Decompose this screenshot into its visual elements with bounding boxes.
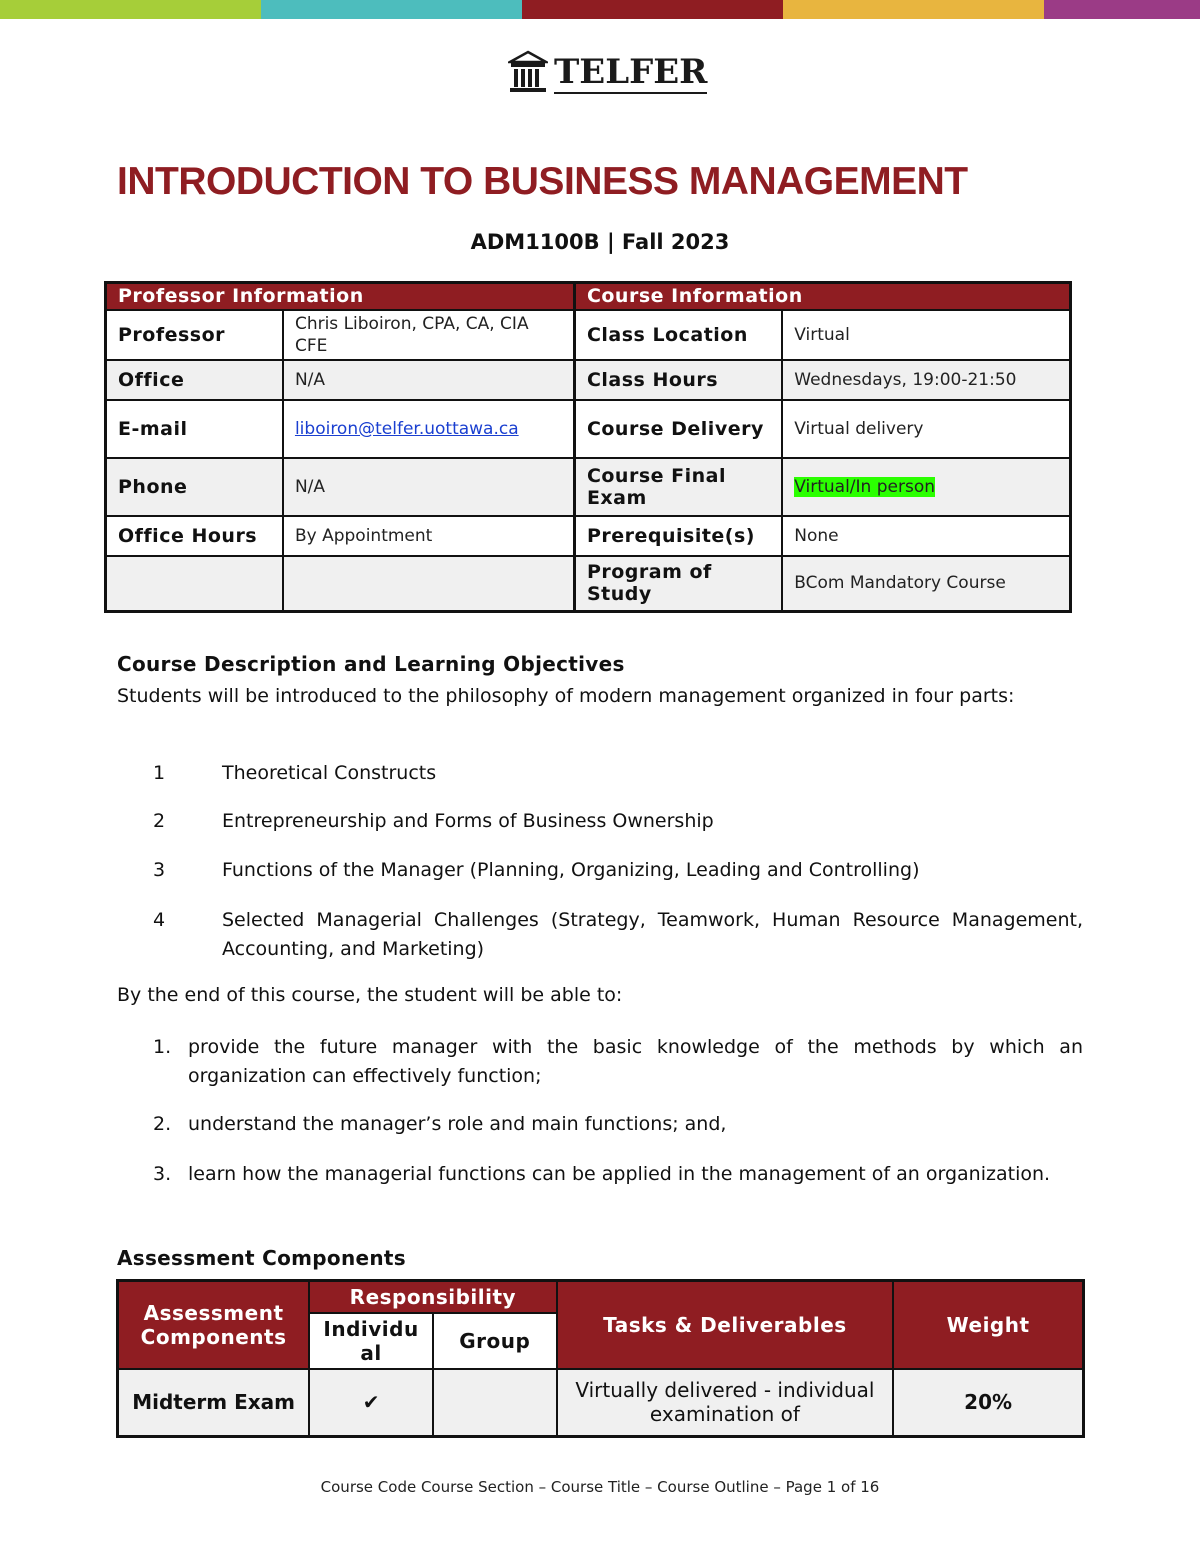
info-value: Wednesdays, 19:00-21:50 — [782, 360, 1070, 400]
group-header: Group — [433, 1313, 557, 1369]
assessment-components-header: Assessment Components — [118, 1281, 310, 1369]
page-title: INTRODUCTION TO BUSINESS MANAGEMENT — [117, 160, 968, 203]
info-label — [106, 556, 283, 612]
info-row — [106, 400, 1071, 458]
tasks-header: Tasks & Deliverables — [557, 1281, 894, 1369]
info-row — [106, 310, 1071, 360]
color-bar-segment — [783, 0, 1044, 19]
info-value: Chris Liboiron, CPA, CA, CIA CFE — [283, 310, 574, 360]
info-row — [106, 516, 1071, 556]
list-number: 1 — [153, 762, 166, 784]
table-row — [118, 1369, 1084, 1437]
list-number: 3 — [153, 859, 166, 881]
info-label: Course Final Exam — [574, 458, 782, 516]
info-value: Virtual delivery — [782, 400, 1070, 458]
outcome-item — [153, 1160, 1083, 1189]
outcome-number: 2. — [153, 1113, 172, 1135]
highlighted-value: Virtual/In person — [794, 476, 935, 497]
top-color-bar — [0, 0, 1200, 19]
assessment-header-row — [118, 1281, 1084, 1313]
list-text: Functions of the Manager (Planning, Organizing, Leading and Controlling) — [222, 859, 920, 881]
color-bar-segment — [0, 0, 261, 19]
weight-header: Weight — [893, 1281, 1083, 1369]
info-value: None — [782, 516, 1070, 556]
info-label: Professor — [106, 310, 283, 360]
list-number: 4 — [153, 909, 166, 931]
outcome-number: 3. — [153, 1163, 172, 1185]
info-label: Office Hours — [106, 516, 283, 556]
color-bar-segment — [1044, 0, 1200, 19]
telfer-logo — [508, 50, 707, 96]
assessment-component-cell: Midterm Exam — [118, 1369, 310, 1437]
info-value — [283, 400, 574, 458]
info-table-header — [106, 283, 1071, 310]
color-bar-segment — [261, 0, 522, 19]
assessment-heading: Assessment Components — [117, 1246, 406, 1270]
info-value: Virtual — [782, 310, 1070, 360]
info-row — [106, 458, 1071, 516]
outcome-number: 1. — [153, 1036, 172, 1058]
outcome-intro: By the end of this course, the student will be able to: — [117, 984, 623, 1006]
info-label: Program of Study — [574, 556, 782, 612]
info-value: N/A — [283, 458, 574, 516]
course-info-header: Course Information — [574, 283, 1070, 310]
list-text: Selected Managerial Challenges (Strategy, Teamwork, Human Resource Management, Accounting, and Marketing) — [222, 909, 1083, 960]
list-text: Entrepreneurship and Forms of Business Ownership — [222, 810, 714, 832]
assessment-table — [116, 1279, 1085, 1438]
info-label: Office — [106, 360, 283, 400]
info-row — [106, 360, 1071, 400]
info-row — [106, 556, 1071, 612]
info-value — [283, 556, 574, 612]
info-label: Prerequisite(s) — [574, 516, 782, 556]
info-label: Class Location — [574, 310, 782, 360]
info-label: Course Delivery — [574, 400, 782, 458]
info-label: Phone — [106, 458, 283, 516]
building-columns-icon — [508, 50, 548, 96]
weight-cell: 20% — [893, 1369, 1083, 1437]
info-value: By Appointment — [283, 516, 574, 556]
list-item — [153, 759, 1083, 788]
email-link[interactable]: liboiron@telfer.uottawa.ca — [294, 418, 519, 439]
list-number: 2 — [153, 810, 166, 832]
info-value: N/A — [283, 360, 574, 400]
description-intro: Students will be introduced to the philosophy of modern management organized in four parts: — [117, 685, 1015, 707]
outcome-text: provide the future manager with the basic knowledge of the methods by which an organization can effectively function; — [188, 1036, 1083, 1087]
info-label: E-mail — [106, 400, 283, 458]
outcome-text: understand the manager’s role and main functions; and, — [188, 1113, 727, 1135]
professor-info-header: Professor Information — [106, 283, 575, 310]
individual-check-icon: ✔ — [309, 1369, 433, 1437]
individual-header: Individu al — [309, 1313, 433, 1369]
list-item — [153, 856, 1083, 885]
list-item — [153, 906, 1083, 964]
description-heading: Course Description and Learning Objectives — [117, 652, 625, 676]
outcome-item — [153, 1110, 1083, 1139]
info-label: Class Hours — [574, 360, 782, 400]
course-info-table — [104, 281, 1072, 613]
group-cell — [433, 1369, 557, 1437]
outcome-text: learn how the managerial functions can be applied in the management of an organization. — [188, 1163, 1051, 1185]
page-footer: Course Code Course Section – Course Title – Course Outline – Page 1 of 16 — [320, 1478, 880, 1496]
responsibility-header: Responsibility — [309, 1281, 556, 1313]
list-item — [153, 807, 1083, 836]
info-value: BCom Mandatory Course — [782, 556, 1070, 612]
list-text: Theoretical Constructs — [222, 762, 437, 784]
info-value — [782, 458, 1070, 516]
course-code-term: ADM1100B | Fall 2023 — [470, 230, 730, 254]
color-bar-segment — [522, 0, 783, 19]
tasks-cell: Virtually delivered - individual examination of — [557, 1369, 894, 1437]
logo-text: TELFER — [554, 52, 708, 92]
outcome-item — [153, 1033, 1083, 1091]
